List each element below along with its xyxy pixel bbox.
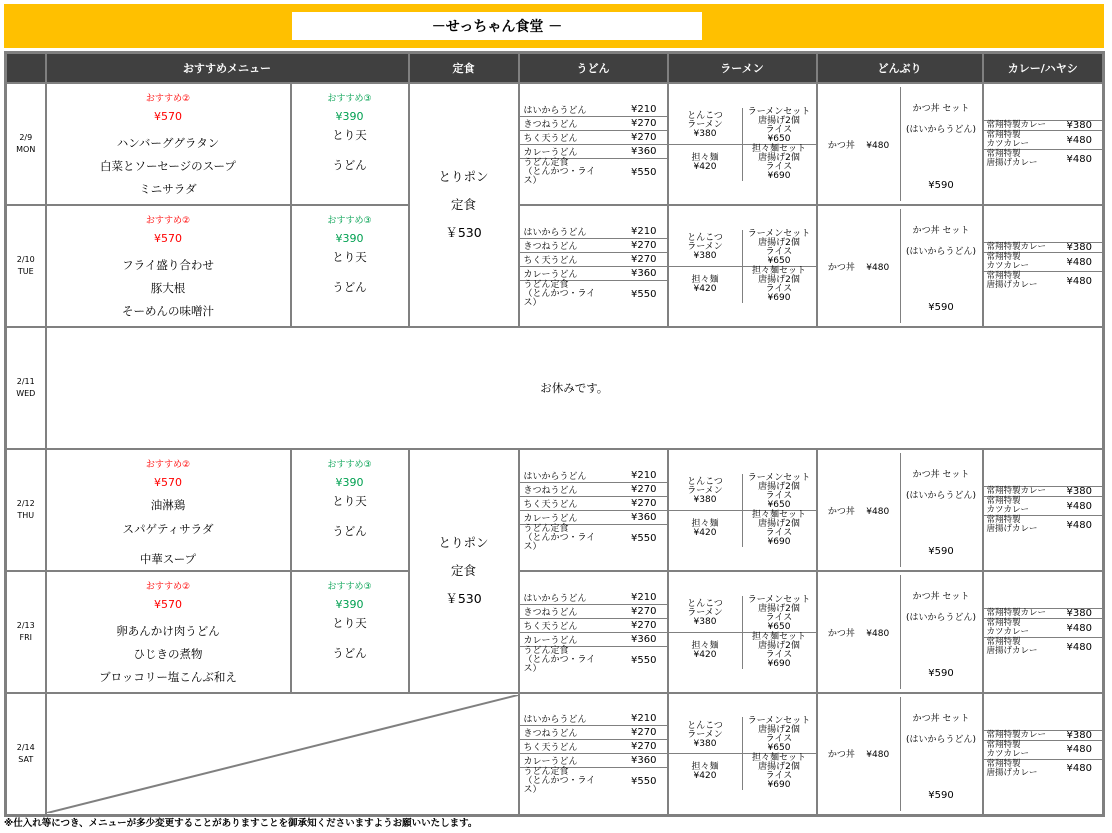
recommend2-label: おすすめ② xyxy=(145,460,191,470)
katsudon-set-sub: (はいからうどん) xyxy=(905,125,977,135)
recommend3-item: うどん xyxy=(332,280,367,294)
diagonal-strike xyxy=(47,695,518,813)
curry-name: 常翔特製カレー xyxy=(984,121,1050,131)
ramen-cell: とんこつ ラーメン ¥380 ラーメンセット 唐揚げ2個 ライス ¥650 担々麺 ¥420 担々麺セット 唐揚げ2個 ライス ¥690 xyxy=(668,693,817,815)
curry-price: ¥380 xyxy=(1049,487,1102,497)
recommend2-cell xyxy=(46,571,291,693)
katsudon-name: かつ丼 xyxy=(827,628,855,639)
recommend2-cell xyxy=(46,83,291,205)
header-curry: カレー/ハヤシ xyxy=(983,53,1104,84)
curry-price: ¥380 xyxy=(1049,121,1102,131)
udon-price: ¥270 xyxy=(603,740,667,754)
recommend3-item: とり天 xyxy=(332,494,367,508)
udon-name: うどん定食 xyxy=(523,523,569,534)
udon-cell xyxy=(519,693,668,815)
katsudon-name: かつ丼 xyxy=(827,140,855,151)
udon-price: ¥550 xyxy=(631,654,657,666)
udon-price: ¥360 xyxy=(603,754,667,768)
dish-item: フライ盛り合わせ xyxy=(122,258,214,272)
udon-name-sub: （とんかつ・ライス） xyxy=(523,776,596,796)
no-recommend-cell xyxy=(46,693,519,815)
teishoku-name: とりポン xyxy=(438,169,489,184)
dish-item: そーめんの味噌汁 xyxy=(122,304,214,318)
date-cell: 2/14 SAT xyxy=(6,693,46,815)
recommend2-cell xyxy=(46,205,291,327)
udon-cell xyxy=(519,449,668,571)
donburi-cell xyxy=(817,449,983,571)
udon-name: カレーうどん xyxy=(520,754,603,768)
udon-name: カレーうどん xyxy=(520,632,603,646)
katsudon-name: かつ丼 xyxy=(827,262,855,273)
recommend3-label: おすすめ③ xyxy=(327,460,372,470)
udon-name: うどん定食 xyxy=(523,279,569,290)
recommend3-price: ¥390 xyxy=(335,232,364,245)
dish-item: 中華スープ xyxy=(139,552,197,566)
teishoku-name: 定食 xyxy=(450,563,476,578)
header-recommend: おすすめメニュー xyxy=(46,53,409,84)
udon-cell xyxy=(519,571,668,693)
udon-name-sub: （とんかつ・ライス） xyxy=(523,654,596,674)
udon-price: ¥270 xyxy=(603,618,667,632)
curry-price: ¥480 xyxy=(1049,253,1102,272)
udon-price: ¥360 xyxy=(603,266,667,280)
udon-price: ¥270 xyxy=(603,496,667,510)
udon-name: うどん定食 xyxy=(523,157,569,168)
katsudon-set-sub: (はいからうどん) xyxy=(905,734,977,745)
udon-name: ちく天うどん xyxy=(520,496,603,510)
dish-item: ハンバーググラタン xyxy=(116,136,220,150)
udon-name-sub: （とんかつ・ライス） xyxy=(523,288,596,308)
recommend3-price: ¥390 xyxy=(335,476,364,489)
date-cell: 2/11 WED xyxy=(6,327,46,449)
katsudon-price: ¥480 xyxy=(866,262,890,273)
curry-price: ¥480 xyxy=(1049,619,1102,638)
teishoku-cell xyxy=(409,449,519,693)
recommend3-label: おすすめ③ xyxy=(327,216,372,226)
udon-price: ¥360 xyxy=(603,144,667,158)
recommend3-cell xyxy=(291,83,409,205)
udon-price: ¥270 xyxy=(603,604,667,618)
katsudon-set-price: ¥590 xyxy=(928,302,954,313)
header-ramen: ラーメン xyxy=(668,53,817,84)
recommend3-item: うどん xyxy=(332,524,367,538)
teishoku-name: とりポン xyxy=(438,535,489,550)
udon-price: ¥550 xyxy=(631,166,657,178)
katsudon-name: かつ丼 xyxy=(827,750,855,761)
curry-price: ¥480 xyxy=(1066,275,1092,287)
day-row-mon xyxy=(6,83,1104,205)
katsudon-set-name: かつ丼 セット xyxy=(912,226,970,236)
recommend3-item: うどん xyxy=(332,646,367,660)
udon-price: ¥270 xyxy=(603,116,667,130)
udon-name: はいからうどん xyxy=(520,591,603,605)
curry-price: ¥480 xyxy=(1066,641,1092,653)
udon-name: カレーうどん xyxy=(520,266,603,280)
katsudon-set-name: かつ丼 セット xyxy=(912,592,970,602)
recommend3-cell xyxy=(291,205,409,327)
teishoku-price: ￥530 xyxy=(445,225,482,240)
recommend3-price: ¥390 xyxy=(335,110,364,123)
udon-price: ¥360 xyxy=(603,632,667,646)
udon-name: うどん定食 xyxy=(523,767,569,778)
curry-cell: 常翔特製カレー ¥380 常翔特製 カツカレー ¥480 常翔特製 唐揚げカレー ¥480 xyxy=(983,205,1104,327)
day-row-thu xyxy=(6,449,1104,571)
curry-cell: 常翔特製カレー ¥380 常翔特製 カツカレー ¥480 常翔特製 唐揚げカレー ¥480 xyxy=(983,83,1104,205)
recommend3-item: とり天 xyxy=(332,616,367,630)
katsudon-set-name: かつ丼 セット xyxy=(912,713,970,724)
weekly-menu-table xyxy=(4,51,1105,817)
katsudon-price: ¥480 xyxy=(866,750,890,761)
ramen-cell: とんこつ ラーメン ¥380 ラーメンセット 唐揚げ2個 ライス ¥650 担々麺 ¥420 担々麺セット 唐揚げ2個 ライス ¥690 xyxy=(668,83,817,205)
donburi-cell xyxy=(817,571,983,693)
udon-price: ¥210 xyxy=(603,469,667,483)
dish-item: 豚大根 xyxy=(150,281,186,295)
ramen-cell: とんこつ ラーメン ¥380 ラーメンセット 唐揚げ2個 ライス ¥650 担々麺 ¥420 担々麺セット 唐揚げ2個 ライス ¥690 xyxy=(668,449,817,571)
curry-price: ¥480 xyxy=(1066,153,1092,165)
katsudon-price: ¥480 xyxy=(866,140,890,151)
udon-price: ¥270 xyxy=(603,252,667,266)
donburi-cell xyxy=(817,693,983,815)
curry-price: ¥380 xyxy=(1049,730,1102,740)
dish-item: ブロッコリー塩こんぶ和え xyxy=(99,670,237,684)
recommend3-cell xyxy=(291,449,409,571)
curry-price: ¥380 xyxy=(1049,609,1102,619)
recommend3-item: とり天 xyxy=(332,250,367,264)
page-title: －せっちゃん食堂 － xyxy=(292,12,702,40)
udon-name: きつねうどん xyxy=(520,604,603,618)
curry-name: 常翔特製カレー xyxy=(984,487,1050,497)
recommend3-price: ¥390 xyxy=(335,598,364,611)
recommend2-label: おすすめ② xyxy=(145,582,191,592)
curry-price: ¥480 xyxy=(1066,519,1092,531)
curry-price: ¥480 xyxy=(1066,763,1092,775)
curry-price: ¥380 xyxy=(1049,243,1102,253)
udon-price: ¥210 xyxy=(603,103,667,117)
udon-price: ¥550 xyxy=(631,288,657,300)
recommend2-price: ¥570 xyxy=(154,598,182,611)
dish-item: 白菜とソーセージのスープ xyxy=(100,159,236,173)
udon-name-sub: （とんかつ・ライス） xyxy=(523,532,596,552)
udon-name: きつねうどん xyxy=(520,238,603,252)
date-cell: 2/12 THU xyxy=(6,449,46,571)
curry-name: 常翔特製カレー xyxy=(984,243,1050,253)
udon-cell xyxy=(519,83,668,205)
curry-cell: 常翔特製カレー ¥380 常翔特製 カツカレー ¥480 常翔特製 唐揚げカレー ¥480 xyxy=(983,571,1104,693)
dish-item: 卵あんかけ肉うどん xyxy=(116,624,220,638)
katsudon-set-price: ¥590 xyxy=(928,668,954,679)
dish-item: 油淋鶏 xyxy=(150,498,186,512)
date-cell: 2/13 FRI xyxy=(6,571,46,693)
udon-name: はいからうどん xyxy=(520,712,603,726)
curry-cell: 常翔特製カレー ¥380 常翔特製 カツカレー ¥480 常翔特製 唐揚げカレー ¥480 xyxy=(983,693,1104,815)
udon-name: きつねうどん xyxy=(520,482,603,496)
recommend3-label: おすすめ③ xyxy=(327,582,372,592)
udon-price: ¥270 xyxy=(603,238,667,252)
day-row-wed xyxy=(6,327,1104,449)
recommend2-price: ¥570 xyxy=(154,232,182,245)
curry-price: ¥480 xyxy=(1049,131,1102,150)
katsudon-set-price: ¥590 xyxy=(928,789,954,801)
udon-name: ちく天うどん xyxy=(520,618,603,632)
udon-cell xyxy=(519,205,668,327)
udon-price: ¥270 xyxy=(603,130,667,144)
udon-name: ちく天うどん xyxy=(520,130,603,144)
header-teishoku: 定食 xyxy=(409,53,519,84)
day-row-fri xyxy=(6,571,1104,693)
udon-name: はいからうどん xyxy=(520,103,603,117)
udon-name: カレーうどん xyxy=(520,144,603,158)
udon-name: ちく天うどん xyxy=(520,740,603,754)
ramen-cell: とんこつ ラーメン ¥380 ラーメンセット 唐揚げ2個 ライス ¥650 担々麺 ¥420 担々麺セット 唐揚げ2個 ライス ¥690 xyxy=(668,571,817,693)
katsudon-price: ¥480 xyxy=(866,506,890,517)
udon-price: ¥210 xyxy=(603,225,667,239)
closed-notice: お休みです。 xyxy=(46,327,1104,449)
recommend2-price: ¥570 xyxy=(154,476,182,489)
dish-item: ひじきの煮物 xyxy=(133,647,203,661)
katsudon-price: ¥480 xyxy=(866,628,890,639)
udon-price: ¥210 xyxy=(603,712,667,726)
katsudon-set-name: かつ丼 セット xyxy=(912,104,970,114)
katsudon-set-sub: (はいからうどん) xyxy=(905,247,977,257)
ramen-cell: とんこつ ラーメン ¥380 ラーメンセット 唐揚げ2個 ライス ¥650 担々麺 ¥420 担々麺セット 唐揚げ2個 ライス ¥690 xyxy=(668,205,817,327)
day-row-sat xyxy=(6,693,1104,815)
udon-price: ¥270 xyxy=(603,482,667,496)
udon-name: うどん定食 xyxy=(523,645,569,656)
date-cell: 2/10 TUE xyxy=(6,205,46,327)
katsudon-set-name: かつ丼 セット xyxy=(912,470,970,480)
udon-price: ¥550 xyxy=(631,776,657,788)
katsudon-set-sub: (はいからうどん) xyxy=(905,491,977,501)
udon-name: きつねうどん xyxy=(520,116,603,130)
donburi-cell xyxy=(817,83,983,205)
udon-price: ¥210 xyxy=(603,591,667,605)
katsudon-set-sub: (はいからうどん) xyxy=(905,613,977,623)
curry-price: ¥480 xyxy=(1049,740,1102,759)
udon-name: ちく天うどん xyxy=(520,252,603,266)
katsudon-set-price: ¥590 xyxy=(928,546,954,557)
header-blank xyxy=(6,53,46,84)
recommend2-price: ¥570 xyxy=(154,110,182,123)
recommend3-label: おすすめ③ xyxy=(327,94,372,104)
katsudon-set-price: ¥590 xyxy=(928,180,954,191)
udon-name: はいからうどん xyxy=(520,225,603,239)
udon-name: カレーうどん xyxy=(520,510,603,524)
dish-item: スパゲティサラダ xyxy=(122,522,214,536)
curry-price: ¥480 xyxy=(1049,497,1102,516)
recommend3-item: うどん xyxy=(332,158,367,172)
katsudon-name: かつ丼 xyxy=(827,506,855,517)
udon-name: はいからうどん xyxy=(520,469,603,483)
curry-name: 常翔特製カレー xyxy=(984,609,1050,619)
footer-note: ※仕入れ等につき、メニューが多少変更することがありますことを御承知くださいますようお願いいたします。 xyxy=(4,818,478,829)
donburi-cell xyxy=(817,205,983,327)
curry-cell: 常翔特製カレー ¥380 常翔特製 カツカレー ¥480 常翔特製 唐揚げカレー ¥480 xyxy=(983,449,1104,571)
recommend2-label: おすすめ② xyxy=(145,216,191,226)
teishoku-price: ￥530 xyxy=(445,591,482,606)
udon-price: ¥270 xyxy=(603,726,667,740)
recommend3-item: とり天 xyxy=(332,128,367,142)
date-cell: 2/9 MON xyxy=(6,83,46,205)
recommend2-cell xyxy=(46,449,291,571)
udon-price: ¥360 xyxy=(603,510,667,524)
udon-price: ¥550 xyxy=(631,532,657,544)
udon-name: きつねうどん xyxy=(520,726,603,740)
header-udon: うどん xyxy=(519,53,668,84)
teishoku-cell xyxy=(409,83,519,327)
recommend3-cell xyxy=(291,571,409,693)
header-donburi: どんぶり xyxy=(817,53,983,84)
teishoku-name: 定食 xyxy=(450,197,476,212)
curry-name: 常翔特製カレー xyxy=(984,730,1050,740)
recommend2-label: おすすめ② xyxy=(145,94,191,104)
udon-name-sub: （とんかつ・ライス） xyxy=(523,166,596,186)
dish-item: ミニサラダ xyxy=(139,182,197,196)
day-row-tue xyxy=(6,205,1104,327)
